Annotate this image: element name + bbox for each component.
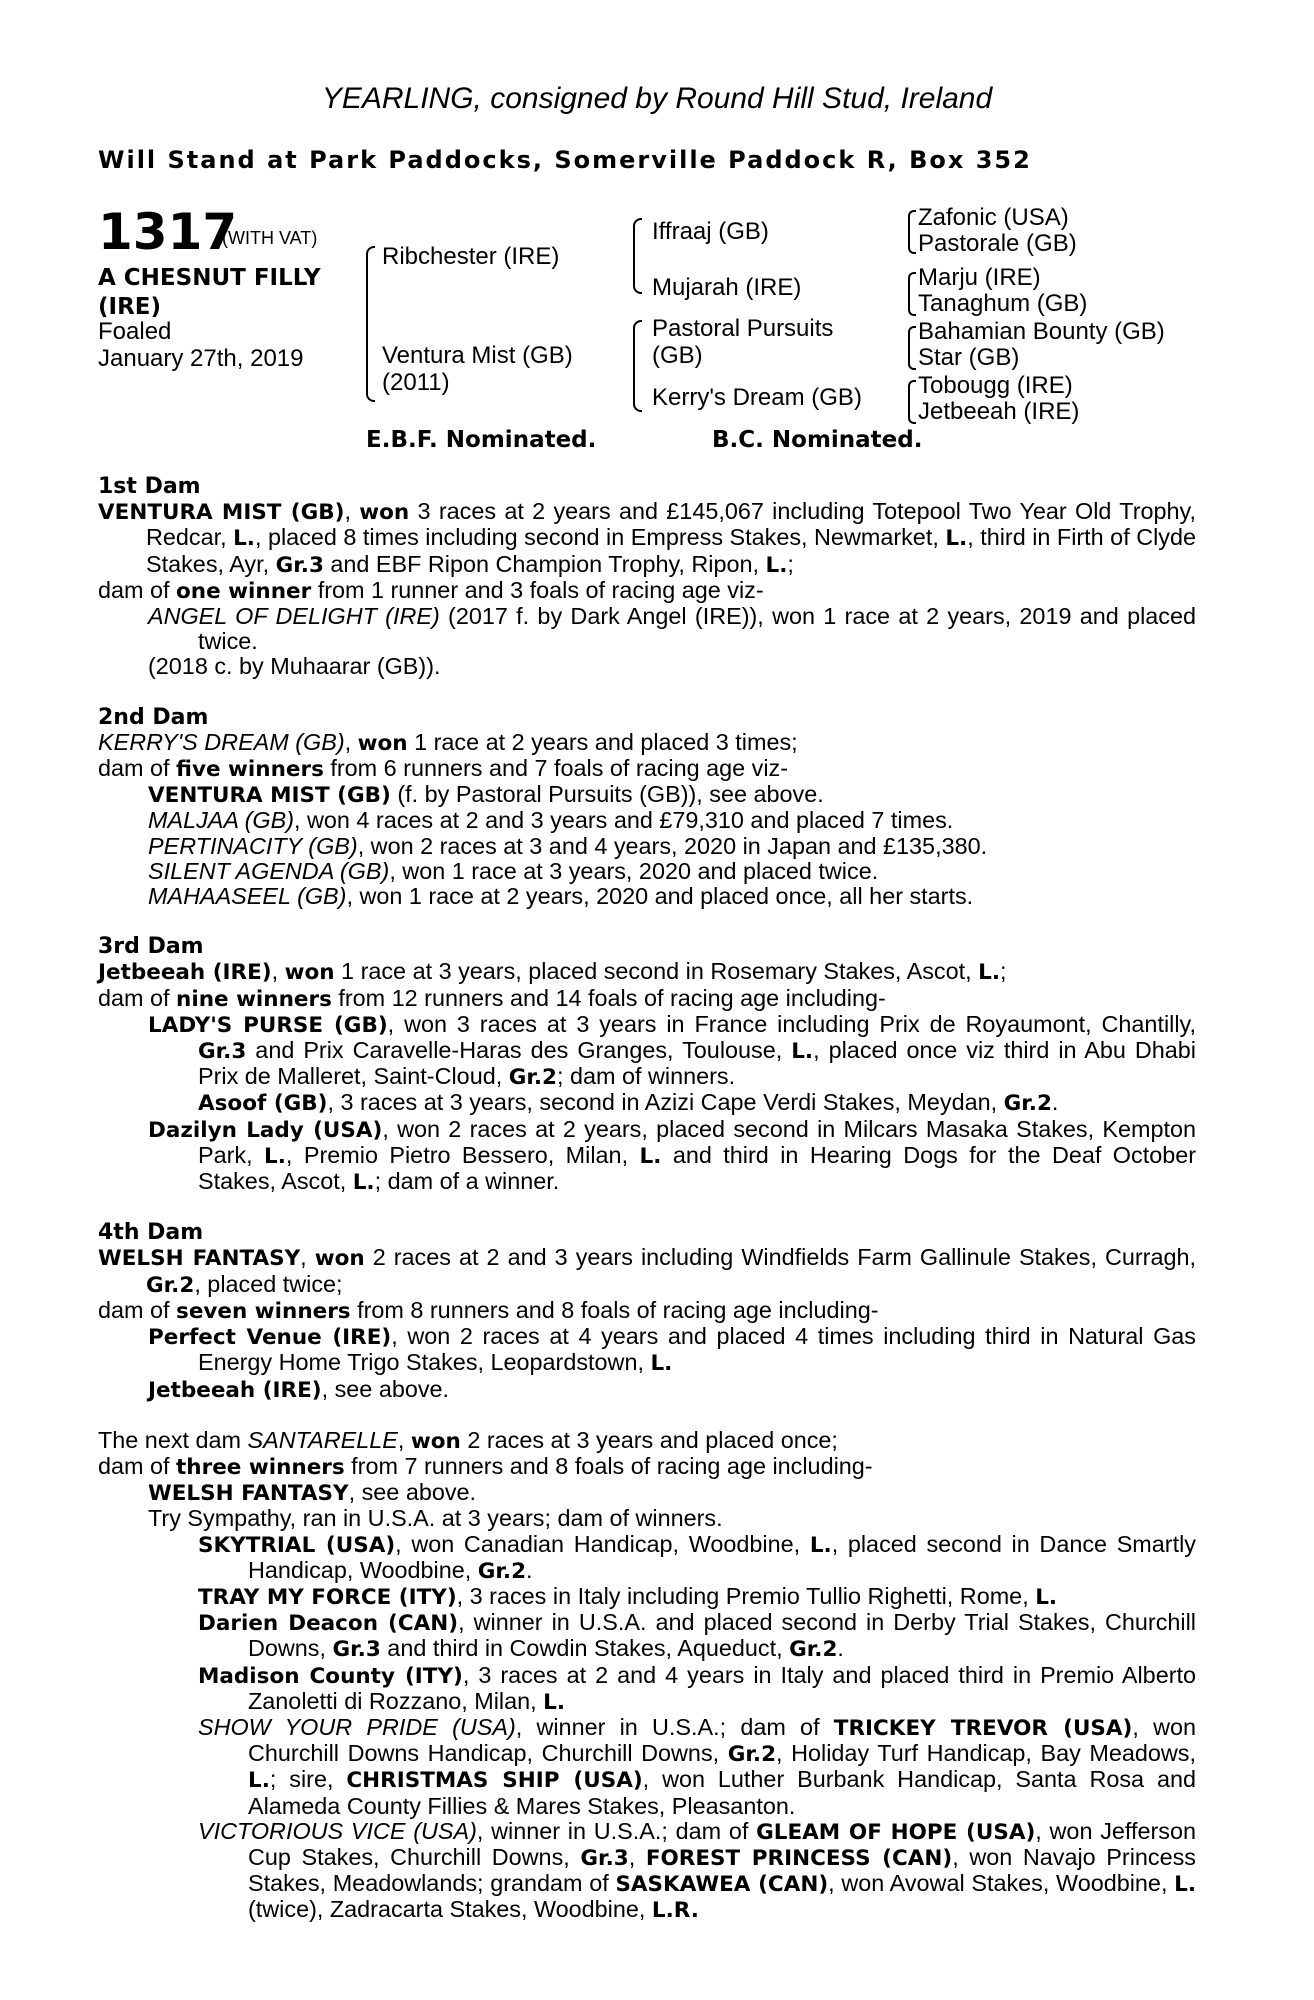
foaled-label: Foaled (98, 318, 172, 345)
winners-count: five winners (176, 757, 324, 783)
produce-entry (98, 604, 1196, 654)
text: and third in Hearing Dogs for the Deaf October Stakes, Ascot, (198, 1141, 1197, 1195)
text: , see above. (348, 1479, 477, 1506)
produce-entry (98, 1012, 1196, 1091)
text: from 12 runners and 14 foals of racing age including- (331, 984, 886, 1011)
horse-name: Darien Deacon (CAN) (198, 1611, 459, 1637)
horse-name: SKYTRIAL (USA) (198, 1532, 396, 1558)
horse-name: Jetbeeah (IRE) (148, 1377, 322, 1403)
won-word: won (357, 730, 408, 756)
text: ; (787, 550, 794, 577)
text: , 3 races in Italy including Premio Tullio Righetti, Rome, (456, 1582, 1036, 1609)
produce-entry (98, 782, 1196, 808)
grade: Gr.2 (508, 1065, 558, 1091)
produce-entry: (2018 c. by Muhaarar (GB)). (148, 653, 441, 680)
ped-g2: Pastorale (GB) (918, 230, 1077, 257)
produce-entry (98, 1610, 1196, 1662)
pedigree-brace-parents (366, 246, 375, 402)
text: from 7 runners and 8 foals of racing age including- (344, 1452, 873, 1479)
stand-location: Will Stand at Park Paddocks, Somerville Paddock R, Box 352 (98, 146, 1032, 174)
produce-entry (98, 1480, 1196, 1506)
text: , 3 races at 2 and 4 years in Italy and placed third in Premio Alberto Zanoletti di Rozzano, Milan, (248, 1661, 1196, 1714)
catalogue-body (98, 474, 1196, 1949)
text: , (271, 958, 285, 985)
horse-name: SILENT AGENDA (GB) (148, 857, 390, 884)
brace-g2 (908, 272, 916, 316)
horse-name: VENTURA MIST (GB) (148, 783, 391, 809)
horse-name: SANTARELLE (247, 1426, 398, 1453)
produce-entry (98, 1377, 1196, 1403)
horse-name: FOREST PRINCESS (CAN) (645, 1845, 953, 1871)
produce-entry (98, 808, 1196, 833)
grade: L. (639, 1143, 662, 1169)
text: , won Luther Burbank Handicap, Santa Rosa and Alameda County Fillies & Mares Stakes, Pleasanton. (248, 1766, 1197, 1819)
grade: L. (650, 1351, 673, 1377)
pedigree-brace-dam (633, 320, 642, 412)
text: dam of (98, 1452, 177, 1479)
won-word: won (314, 1246, 365, 1272)
section-title: 1st Dam (98, 474, 201, 499)
text: , third in Firth of Clyde Stakes, Ayr, (146, 524, 1196, 577)
horse-name: TRAY MY FORCE (ITY) (198, 1584, 457, 1610)
text: , won Churchill Downs Handicap, Churchill Downs, (248, 1713, 1197, 1767)
grade: L. (978, 960, 1000, 986)
text: , placed once viz third in Abu Dhabi Prix de Malleret, Saint-Cloud, (198, 1037, 1196, 1090)
text: , won Canadian Handicap, Woodbine, (395, 1530, 810, 1557)
text: , placed twice; (194, 1270, 343, 1297)
lot-name (98, 264, 321, 322)
text: (twice), Zadracarta Stakes, Woodbine, (248, 1896, 652, 1923)
text: , winner in U.S.A.; dam of (515, 1713, 834, 1740)
grade: L. (352, 1170, 375, 1196)
produce-entry (98, 1715, 1196, 1819)
text: , (344, 728, 358, 755)
winners-count: three winners (176, 1454, 345, 1480)
dam-record (98, 730, 1196, 756)
dam-record: VENTURA MIST (GB), won 3 races at 2 years and £145,067 including Totepool Two Year Old Trophy, Redcar, L., placed 8 times including second in Empress Stakes, Newmarket, L., third in Firth of Clyde Stakes, Ayr, Gr.3 and EBF Ripon Champion Trophy, Ripon, L.; (98, 498, 1197, 578)
grade: L. (791, 1039, 814, 1065)
grade: Gr.2 (146, 1272, 195, 1298)
produce-entry (98, 1663, 1196, 1715)
produce-summary (98, 986, 1196, 1012)
ped-g8: Jetbeeah (IRE) (918, 398, 1080, 425)
text: , (397, 1426, 411, 1453)
text: and EBF Ripon Champion Trophy, Ripon, (323, 550, 766, 577)
grade: Gr.2 (789, 1637, 838, 1663)
text: , placed 8 times including second in Empress Stakes, Newmarket, (254, 524, 946, 551)
text: 1 race at 2 years and placed 3 times; (407, 728, 798, 755)
ped-g6: Star (GB) (918, 344, 1020, 371)
text: and third in Cowdin Stakes, Aqueduct, (380, 1635, 790, 1662)
text: and Prix Caravelle-Haras des Granges, Toulouse, (246, 1037, 792, 1064)
text: , (300, 1244, 315, 1271)
brace-g4 (908, 380, 916, 424)
horse-name: Perfect Venue (IRE) (148, 1325, 392, 1351)
text: ; (1000, 958, 1007, 985)
grade: L. (945, 526, 968, 552)
horse-name: SASKAWEA (CAN) (615, 1872, 829, 1898)
horse-name: Madison County (ITY) (198, 1663, 463, 1689)
horse-name: TRICKEY TREVOR (USA) (833, 1715, 1133, 1741)
winners-count: one winner (176, 578, 312, 604)
section-title: 2nd Dam (98, 704, 209, 730)
section-1st-dam (98, 474, 1196, 680)
section-title: 4th Dam (98, 1220, 204, 1246)
text: , won Avowal Stakes, Woodbine, (828, 1870, 1175, 1897)
ped-dam-name: Ventura Mist (GB) (382, 342, 573, 369)
ped-sire-sire: Iffraaj (GB) (652, 218, 769, 245)
brace-g1 (908, 210, 916, 254)
lot-name-line2: (IRE) (98, 294, 162, 320)
text: , won Jefferson Cup Stakes, Churchill Downs, (248, 1817, 1196, 1870)
text: ; sire, (269, 1766, 347, 1793)
ped-g4: Tanaghum (GB) (918, 290, 1088, 317)
grade: Gr.3 (332, 1637, 381, 1663)
grade: L. (765, 552, 788, 578)
text: 2 races at 3 years and placed once; (460, 1426, 838, 1453)
text: 3 races at 2 years and £145,067 including Totepool Two Year Old Trophy, Redcar, (146, 498, 1197, 551)
won-word: won (284, 960, 335, 986)
text: , placed second in Dance Smartly Handicap, Woodbine, (248, 1530, 1196, 1583)
horse-name: ANGEL OF DELIGHT (IRE) (148, 603, 440, 630)
dam-record (98, 1245, 1196, 1297)
horse-name: Asoof (GB) (198, 1091, 328, 1117)
foaled-info (98, 318, 304, 372)
horse-name: SHOW YOUR PRIDE (USA) (198, 1713, 516, 1740)
produce-entry (98, 1532, 1196, 1584)
section-3rd-dam (98, 934, 1196, 1195)
text: from 6 runners and 7 foals of racing age viz- (323, 755, 789, 782)
produce-entry (98, 1090, 1196, 1116)
grade: Gr.3 (580, 1845, 629, 1871)
won-word: won (410, 1428, 461, 1454)
grade: L. (1035, 1584, 1058, 1610)
produce-summary (98, 1454, 1196, 1480)
text: ; dam of winners. (557, 1063, 736, 1090)
text: (2017 f. by Dark Angel (IRE)), won 1 race at 2 years, 2019 and placed twice. (198, 603, 1196, 655)
horse-name: VICTORIOUS VICE (USA) (198, 1817, 477, 1844)
text: , won 1 race at 3 years, 2020 and placed twice. (389, 857, 879, 884)
ped-dam-sire (652, 315, 833, 369)
text: dam of (98, 755, 177, 782)
text: , see above. (321, 1375, 450, 1402)
text: , Premio Pietro Bessero, Milan, (285, 1141, 640, 1168)
produce-entry (98, 1584, 1196, 1610)
horse-name: Dazilyn Lady (USA) (148, 1117, 383, 1143)
grade: L. (1174, 1872, 1197, 1898)
winners-count: nine winners (176, 986, 332, 1012)
text: , won 4 races at 2 and 3 years and £79,310 and placed 7 times. (294, 807, 954, 834)
ped-dam-dam: Kerry's Dream (GB) (652, 384, 862, 411)
text: , won 2 races at 4 years and placed 4 times including third in Natural Gas Energy Home Trigo Stakes, Leopardstown, (198, 1323, 1196, 1376)
lot-number: 1317 (98, 203, 238, 261)
produce-entry: Try Sympathy, ran in U.S.A. at 3 years; dam of winners. (148, 1505, 723, 1532)
horse-name: WELSH FANTASY (98, 1246, 301, 1272)
text: , 3 races at 3 years, second in Azizi Cape Verdi Stakes, Meydan, (327, 1089, 1004, 1116)
produce-summary (98, 1298, 1196, 1324)
produce-summary (98, 756, 1196, 782)
horse-name: WELSH FANTASY (148, 1481, 349, 1507)
grade: L. (233, 526, 255, 552)
horse-name: LADY'S PURSE (GB) (148, 1012, 388, 1038)
grade: Gr.2 (727, 1742, 777, 1768)
grade: Gr.2 (477, 1558, 527, 1584)
horse-name: CHRISTMAS SHIP (USA) (346, 1768, 643, 1794)
text: (f. by Pastoral Pursuits (GB)), see above. (390, 781, 824, 808)
text: The next dam (98, 1426, 248, 1453)
text: 1 race at 3 years, placed second in Rosemary Stakes, Ascot, (334, 958, 979, 985)
horse-name: PERTINACITY (GB) (148, 832, 358, 859)
grade: L. (809, 1532, 832, 1558)
text: from 1 runner and 3 foals of racing age viz- (311, 576, 764, 603)
consignment-header: YEARLING, consigned by Round Hill Stud, Ireland (321, 82, 993, 115)
text: , won 2 races at 2 years, placed second in Milcars Masaka Stakes, Kempton Park, (198, 1115, 1197, 1168)
grade: L. (543, 1689, 565, 1715)
grade: Gr.3 (198, 1039, 247, 1065)
grade: L.R. (651, 1898, 699, 1924)
ped-dam-sire-line1: Pastoral Pursuits (652, 315, 834, 342)
ped-sire: Ribchester (IRE) (382, 243, 560, 270)
grade: L. (248, 1768, 270, 1794)
ped-dam (382, 342, 573, 396)
foaled-date: January 27th, 2019 (98, 345, 304, 372)
ped-dam-year: (2011) (382, 369, 450, 396)
text: , won 2 races at 3 and 4 years, 2020 in Japan and £135,380. (357, 832, 988, 859)
lot-name-line1: A CHESNUT FILLY (98, 265, 321, 291)
grade: L. (264, 1143, 286, 1169)
produce-entry (98, 884, 1196, 909)
section-2nd-dam (98, 705, 1196, 910)
text: , Holiday Turf Handicap, Bay Meadows, (776, 1740, 1196, 1767)
horse-name: Jetbeeah (IRE) (98, 960, 272, 986)
text: . (526, 1556, 533, 1583)
grade: Gr.2 (1003, 1091, 1052, 1117)
ebf-nomination: E.B.F. Nominated. (366, 427, 597, 453)
text: from 8 runners and 8 foals of racing age including- (350, 1296, 879, 1323)
ped-dam-sire-line2: (GB) (652, 342, 703, 369)
produce-entry (98, 1324, 1196, 1376)
produce-entry (98, 1117, 1196, 1196)
text: dam of (98, 576, 177, 603)
text: , won 1 race at 2 years, 2020 and placed once, all her starts. (346, 883, 974, 910)
brace-g3 (908, 326, 916, 370)
ped-g7: Tobougg (IRE) (918, 372, 1073, 399)
produce-summary (98, 578, 1196, 604)
text: dam of (98, 984, 177, 1011)
text: , winner in U.S.A. and placed second in Derby Trial Stakes, Churchill Downs, (248, 1609, 1196, 1662)
text: . (1051, 1089, 1059, 1116)
lot-vat: (WITH VAT) (222, 228, 318, 248)
text: ; dam of a winner. (374, 1168, 560, 1195)
section-4th-dam (98, 1220, 1196, 1402)
text: 2 races at 2 and 3 years including Windfields Farm Gallinule Stakes, Curragh, (364, 1244, 1196, 1271)
won-word: won (359, 500, 410, 526)
grade: Gr.3 (275, 552, 324, 578)
text: . (837, 1635, 844, 1662)
horse-name: GLEAM OF HOPE (USA) (756, 1819, 1036, 1845)
section-title: 3rd Dam (98, 934, 204, 960)
bc-nomination: B.C. Nominated. (712, 427, 923, 453)
text: , winner in U.S.A.; dam of (476, 1817, 757, 1844)
section-next-dam (98, 1428, 1196, 1924)
pedigree-brace-sire (633, 218, 642, 294)
text: dam of (98, 1296, 177, 1323)
horse-name: MALJAA (GB) (148, 807, 294, 834)
text: , (628, 1843, 646, 1870)
text: , won 3 races at 3 years in France including Prix de Royaumont, Chantilly, (387, 1010, 1196, 1037)
ped-g3: Marju (IRE) (918, 264, 1041, 291)
horse-name: KERRY'S DREAM (GB) (98, 728, 345, 755)
produce-entry (98, 834, 1196, 859)
text: , won Navajo Princess Stakes, Meadowlands; grandam of (248, 1843, 1197, 1897)
horse-name: MAHAASEEL (GB) (148, 883, 347, 910)
produce-entry (98, 1819, 1196, 1924)
ped-g1: Zafonic (USA) (918, 204, 1069, 231)
produce-entry (98, 859, 1196, 884)
ped-sire-dam: Mujarah (IRE) (652, 274, 802, 301)
dam-record (98, 1428, 1196, 1454)
dam-record (98, 959, 1196, 985)
ped-g5: Bahamian Bounty (GB) (918, 318, 1165, 345)
winners-count: seven winners (176, 1298, 351, 1324)
horse-name: VENTURA MIST (GB) (98, 500, 345, 526)
